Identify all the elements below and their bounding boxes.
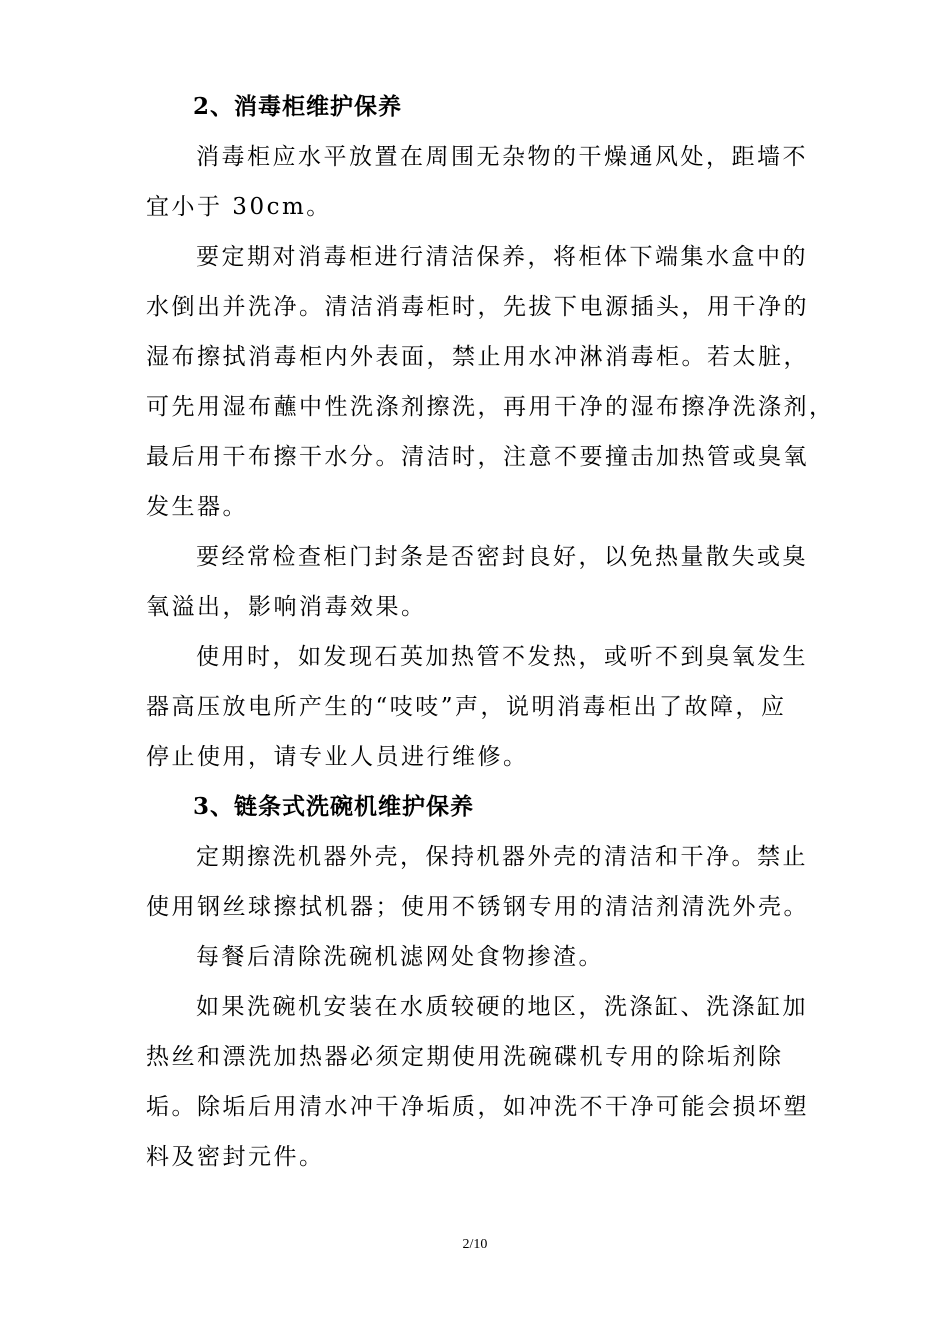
text-line: 停止使用，请专业人员进行维修。 [146, 744, 529, 770]
text-line: 消毒柜应水平放置在周围无杂物的干燥通风处，距墙不 [196, 144, 808, 170]
text-line: 使用钢丝球擦拭机器；使用不锈钢专用的清洁剂清洗外壳。 [146, 894, 809, 920]
text-line: 每餐后清除洗碗机滤网处食物掺渣。 [196, 944, 604, 970]
text-line: 器高压放电所产生的“吱吱”声，说明消毒柜出了故障，应 [146, 694, 787, 720]
text-line: 料及密封元件。 [146, 1144, 325, 1170]
text-line: 定期擦洗机器外壳，保持机器外壳的清洁和干净。禁止 [196, 844, 808, 870]
text-line: 水倒出并洗净。清洁消毒柜时，先拔下电源插头，用干净的 [146, 294, 809, 320]
text-line: 使用时，如发现石英加热管不发热，或听不到臭氧发生 [196, 644, 808, 670]
text-line: 最后用干布擦干水分。清洁时，注意不要撞击加热管或臭氧 [146, 444, 809, 470]
text-line: 如果洗碗机安装在水质较硬的地区，洗涤缸、洗涤缸加 [196, 994, 808, 1020]
text-line: 湿布擦拭消毒柜内外表面，禁止用水冲淋消毒柜。若太脏， [146, 344, 809, 370]
text-line: 发生器。 [146, 494, 248, 520]
text-line: 要经常检查柜门封条是否密封良好，以免热量散失或臭 [196, 544, 808, 570]
text-line: 要定期对消毒柜进行清洁保养，将柜体下端集水盒中的 [196, 244, 808, 270]
text-line: 垢。除垢后用清水冲干净垢质，如冲洗不干净可能会损坏塑 [146, 1094, 809, 1120]
text-line: 热丝和漂洗加热器必须定期使用洗碗碟机专用的除垢剂除 [146, 1044, 784, 1070]
section-heading: 2、消毒柜维护保养 [193, 93, 403, 120]
text-line: 可先用湿布蘸中性洗涤剂擦洗，再用干净的湿布擦净洗涤剂， [146, 394, 835, 420]
paragraph [146, 232, 835, 532]
paragraph [146, 832, 816, 932]
section-heading: 3、链条式洗碗机维护保养 [193, 793, 475, 820]
paragraph [146, 532, 816, 632]
paragraph [146, 982, 816, 1182]
document-body [146, 82, 835, 1182]
page-number: 2/10 [462, 1237, 488, 1252]
paragraph [146, 632, 816, 782]
paragraph [146, 932, 816, 982]
text-line: 宜小于 30cm。 [146, 194, 332, 220]
text-line: 氧溢出，影响消毒效果。 [146, 594, 427, 620]
paragraph [146, 132, 816, 232]
